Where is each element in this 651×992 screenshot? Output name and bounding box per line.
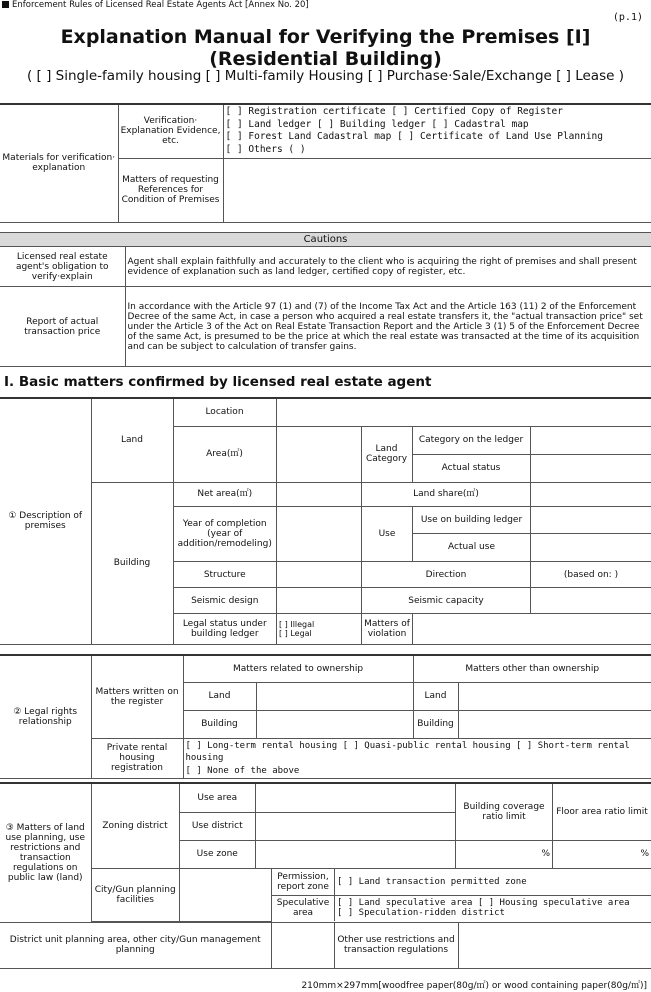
- cautions-table: [0, 232, 651, 367]
- coverage-label: Building coverage ratio limit: [456, 784, 553, 840]
- legal-table: [0, 654, 651, 779]
- net-area-label: Net area(㎡): [174, 483, 277, 507]
- paper-spec: 210mm×297mm[woodfree paper(80g/㎡) or wood containing paper(80g/㎡)]: [301, 981, 647, 991]
- seismic-capacity-label: Seismic capacity: [362, 588, 531, 614]
- materials-table: [0, 103, 651, 223]
- illegal-checkbox[interactable]: [ ] Illegal: [279, 619, 315, 629]
- land-category-fields: [530, 426, 651, 482]
- document-title: Explanation Manual for Verifying the Premises [I]: [60, 26, 591, 48]
- seismic-design-label: Seismic design: [174, 588, 277, 614]
- landuse-table: [0, 782, 651, 969]
- floor-ratio-label: Floor area ratio limit: [553, 784, 651, 840]
- other-building-label: Building: [413, 710, 458, 738]
- zoning-grid: [179, 783, 651, 869]
- evidence-line[interactable]: [ ] Land ledger [ ] Building ledger [ ] Cadastral map: [225, 118, 529, 130]
- zoning-label: Zoning district: [91, 783, 179, 869]
- actual-use-label: Actual use: [448, 542, 495, 552]
- rental-line[interactable]: [ ] None of the above: [185, 765, 300, 776]
- location-label: Location: [173, 398, 276, 426]
- coverage-field[interactable]: %: [456, 840, 553, 868]
- actual-use-field[interactable]: [531, 534, 651, 561]
- direction-label: Direction: [362, 562, 531, 588]
- evidence-line[interactable]: [ ] Others ( ): [225, 143, 306, 155]
- premises-label: ① Description of premises: [0, 398, 91, 644]
- evidence-options: [223, 104, 651, 158]
- owner-land-label: Land: [183, 682, 256, 710]
- violation-label: Matters of violation: [362, 614, 413, 644]
- year-field[interactable]: [277, 507, 362, 562]
- legal-label: ② Legal rights relationship: [0, 655, 91, 779]
- permission-label: Permission, report zone: [272, 869, 335, 895]
- rental-label: Private rental housing registration: [91, 738, 183, 779]
- other-land-field[interactable]: [458, 682, 651, 710]
- rental-options: [183, 738, 651, 779]
- landuse-label: ③ Matters of land use planning, use restrictions and transaction regulations on public law (land): [0, 783, 91, 922]
- speculative-line[interactable]: [ ] Speculation-ridden district: [337, 908, 505, 919]
- seismic-capacity-field[interactable]: [531, 588, 651, 614]
- area-field[interactable]: [276, 426, 361, 482]
- owner-building-field[interactable]: [256, 710, 413, 738]
- report-label: Report of actual transaction price: [0, 287, 125, 367]
- legal-checkbox[interactable]: [ ] Legal: [279, 628, 312, 638]
- facilities-grid: [91, 869, 651, 923]
- document-types: ( [ ] Single-family housing [ ] Multi-family Housing [ ] Purchase·Sale/Exchange [ ] Lease ): [27, 68, 624, 84]
- use-zone-label: Use zone: [180, 840, 256, 868]
- legal-status-label: Legal status under building ledger: [174, 614, 277, 644]
- cityplan-field[interactable]: [180, 869, 272, 921]
- form-reference: [2, 0, 309, 10]
- structure-label: Structure: [174, 562, 277, 588]
- land-label: Land: [91, 398, 173, 482]
- use-ledger-label: Use on building ledger: [413, 507, 530, 534]
- category-ledger-field[interactable]: [531, 427, 651, 455]
- use-district-label: Use district: [180, 812, 256, 840]
- other-use-label: Other use restrictions and transaction regulations: [334, 922, 458, 968]
- obligation-label: Licensed real estate agent's obligation to verify·explain: [0, 247, 125, 287]
- violation-field[interactable]: [413, 614, 651, 644]
- use-district-field[interactable]: [256, 812, 456, 840]
- section-title: I. Basic matters confirmed by licensed real estate agent: [4, 374, 432, 390]
- speculative-options: [335, 895, 651, 921]
- document-subtitle: (Residential Building): [209, 48, 442, 70]
- land-category-cells: [412, 426, 530, 482]
- other-building-field[interactable]: [458, 710, 651, 738]
- net-area-field[interactable]: [277, 483, 362, 507]
- form-reference-text: Enforcement Rules of Licensed Real Estate Agents Act [Annex No. 20]: [12, 0, 309, 10]
- evidence-line[interactable]: [ ] Registration certificate [ ] Certified Copy of Register: [225, 106, 563, 118]
- use-fields: [531, 507, 651, 562]
- speculative-label: Speculative area: [272, 895, 335, 921]
- page-number: (p.1): [612, 12, 643, 23]
- land-category-label: Land Category: [361, 426, 412, 482]
- district-unit-label: District unit planning area, other city/Gun management planning: [0, 922, 271, 968]
- obligation-text: Agent shall explain faithfully and accurately to the client who is acquiring the right of premises and shall present evidence of explanation such as land ledger, certified copy of register, etc.: [125, 247, 651, 287]
- report-text: In accordance with the Article 97 (1) and (7) of the Income Tax Act and the Article 163 (11) 2 of the Enforcement Decree of the same Act, in case a person who acquired a real estate transfers it, the "actual transaction price" set under the Article 3 of the Act on Real Estate Transaction Report and the Article 3 (1) 5 of the Enforcement Decree of the same Act, is presumed to be the price at which the real estate was transacted at the time of its acquisition and can be subject to calculation of transfer gains.: [125, 287, 651, 367]
- legal-status-options: [277, 614, 362, 644]
- building-label: Building: [91, 482, 173, 644]
- floor-ratio-field[interactable]: %: [553, 840, 651, 868]
- year-label: Year of completion (year of addition/remodeling): [174, 507, 277, 562]
- materials-label: Materials for verification· explanation: [0, 104, 118, 222]
- owner-building-label: Building: [183, 710, 256, 738]
- facilities-subtable: [92, 869, 651, 922]
- district-unit-field[interactable]: [271, 922, 334, 968]
- building-subtable: [174, 483, 651, 644]
- register-label: Matters written on the register: [91, 655, 183, 738]
- owner-land-field[interactable]: [256, 682, 413, 710]
- building-grid: [173, 482, 651, 644]
- cautions-title: Cautions: [0, 233, 651, 247]
- use-zone-field[interactable]: [256, 840, 456, 868]
- cityplan-label: City/Gun planning facilities: [92, 869, 180, 921]
- actual-status-field[interactable]: [531, 455, 651, 482]
- square-bullet-icon: [2, 1, 9, 8]
- use-label: Use: [362, 507, 413, 562]
- use-ledger-field[interactable]: [531, 507, 651, 534]
- use-cells: [413, 507, 531, 562]
- speculative-line[interactable]: [ ] Land speculative area [ ] Housing speculative area: [337, 898, 630, 909]
- use-area-field[interactable]: [256, 784, 456, 812]
- category-ledger-label: Category on the ledger: [413, 427, 530, 455]
- evidence-label: Verification· Explanation Evidence, etc.: [118, 104, 223, 158]
- other-use-field[interactable]: [458, 922, 651, 968]
- evidence-line[interactable]: [ ] Forest Land Cadastral map [ ] Certificate of Land Use Planning: [225, 131, 603, 143]
- ownership-label: Matters related to ownership: [183, 655, 413, 682]
- request-label: Matters of requesting References for Condition of Premises: [118, 158, 223, 222]
- request-field[interactable]: [223, 158, 651, 222]
- actual-status-label: Actual status: [441, 462, 501, 473]
- land-share-field[interactable]: [531, 483, 651, 507]
- structure-field[interactable]: [277, 562, 362, 588]
- use-area-label: Use area: [180, 784, 256, 812]
- zoning-subtable: [180, 784, 651, 868]
- land-share-label: Land share(㎡): [362, 483, 531, 507]
- premises-table: [0, 397, 651, 645]
- other-land-label: Land: [413, 682, 458, 710]
- other-ownership-label: Matters other than ownership: [413, 655, 651, 682]
- rental-line[interactable]: [ ] Long-term rental housing [ ] Quasi-public rental housing [ ] Short-term rental housing: [185, 740, 630, 763]
- seismic-design-field[interactable]: [277, 588, 362, 614]
- area-label: Area(㎡): [173, 426, 276, 482]
- direction-field[interactable]: (based on: ): [531, 562, 651, 588]
- permission-option[interactable]: [ ] Land transaction permitted zone: [335, 869, 651, 895]
- location-field[interactable]: [276, 398, 651, 426]
